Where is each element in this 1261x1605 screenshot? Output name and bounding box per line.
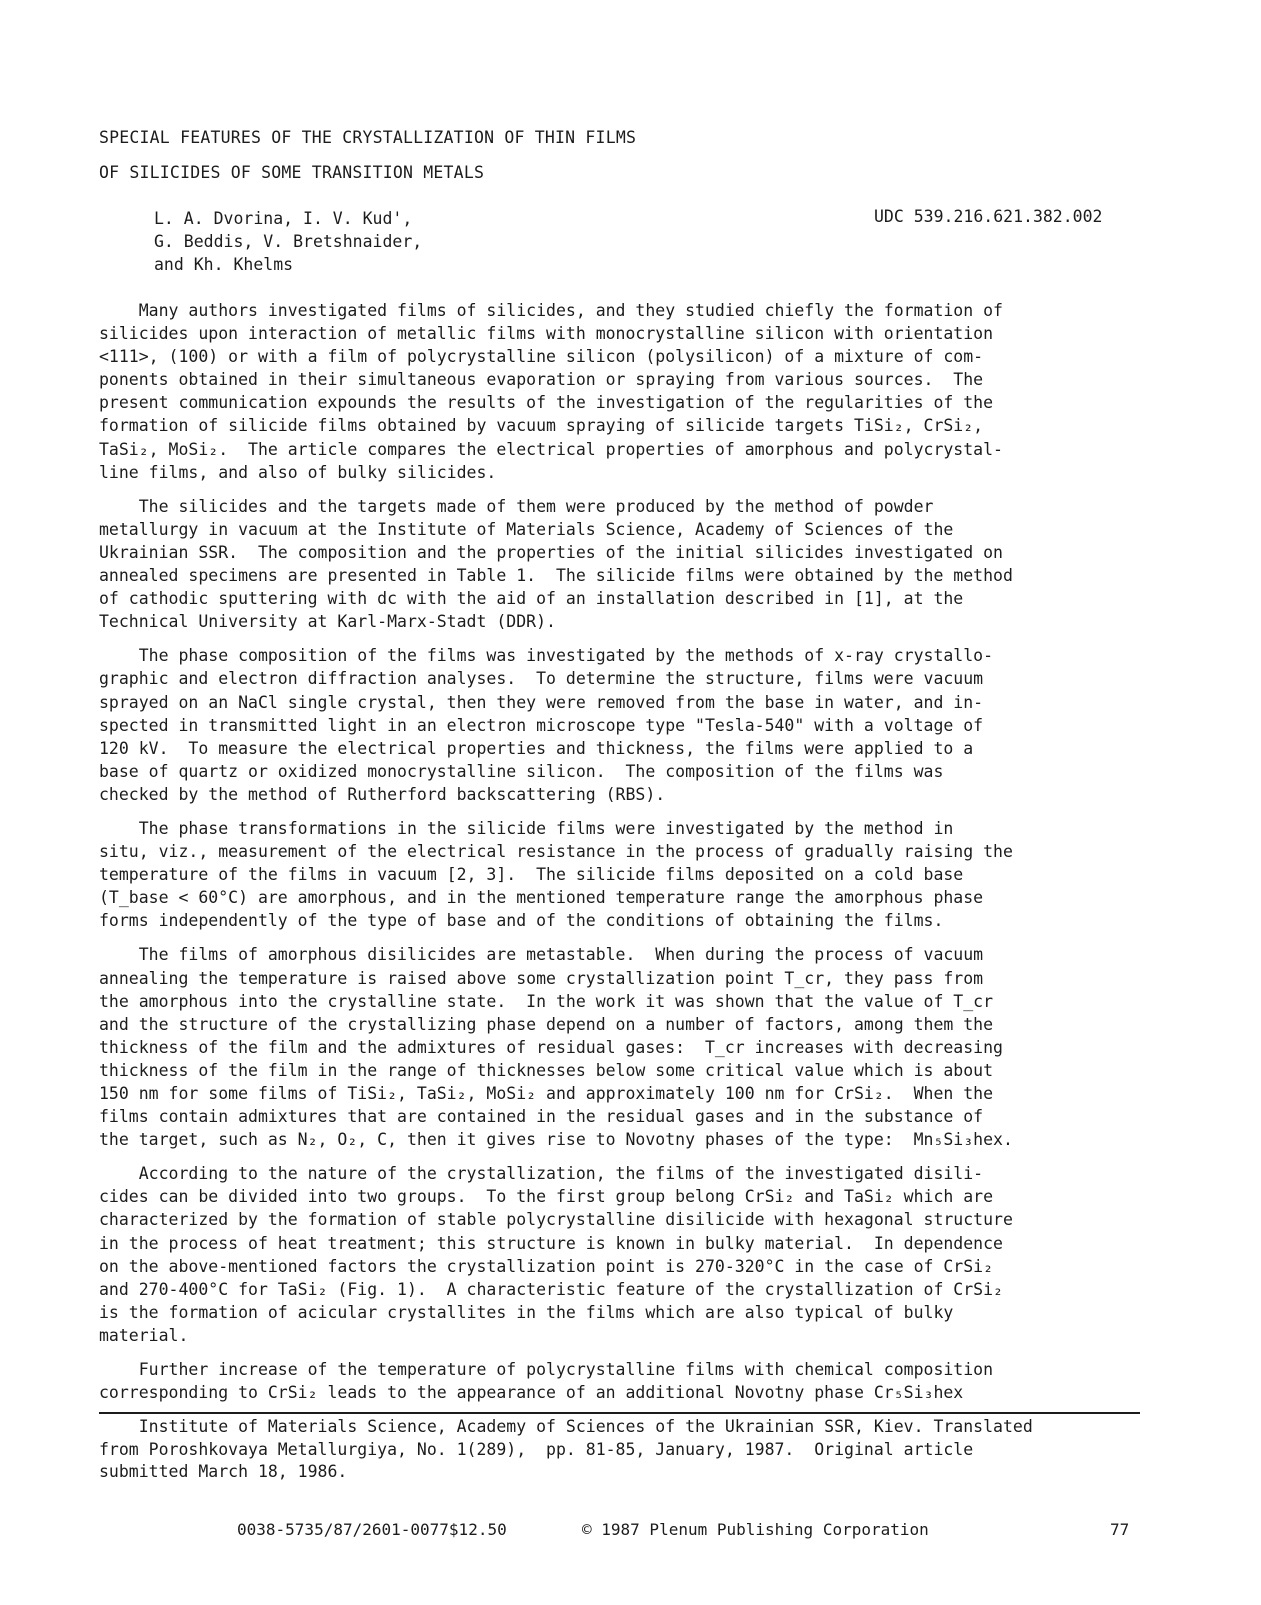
body-paragraph — [99, 299, 1139, 484]
footnote-divider — [99, 1412, 1140, 1414]
text-line: forms independently of the type of base and of the conditions of obtaining the films. — [99, 911, 944, 931]
text-line: films contain admixtures that are contained in the residual gases and in the substance of — [99, 1107, 984, 1127]
text-line: is the formation of acicular crystallites in the films which are also typical of bulky — [99, 1302, 954, 1322]
text-line: The phase transformations in the silicide films were investigated by the method in — [99, 818, 954, 838]
text-line: in the process of heat treatment; this structure is known in bulky material. In dependence — [99, 1233, 1003, 1253]
article-title-line-2: OF SILICIDES OF SOME TRANSITION METALS — [99, 163, 485, 182]
text-line: The films of amorphous disilicides are metastable. When during the process of vacuum — [99, 945, 984, 965]
text-line: ponents obtained in their simultaneous evaporation or spraying from various sources. The — [99, 370, 984, 390]
body-paragraph — [99, 817, 1139, 932]
text-line: formation of silicide films obtained by vacuum spraying of silicide targets TiSi₂, CrSi₂, — [99, 416, 984, 436]
udc-code: UDC 539.216.621.382.002 — [874, 207, 1103, 226]
body-paragraph — [99, 1358, 1139, 1404]
text-line: Many authors investigated films of silicides, and they studied chiefly the formation of — [99, 301, 1003, 320]
copyright-notice: © 1987 Plenum Publishing Corporation — [582, 1520, 929, 1539]
text-line: base of quartz or oxidized monocrystalline silicon. The composition of the films was — [99, 761, 944, 781]
text-line: Further increase of the temperature of polycrystalline films with chemical composition — [99, 1360, 994, 1380]
text-line: corresponding to CrSi₂ leads to the appearance of an additional Novotny phase Cr₅Si₃hex — [99, 1383, 964, 1403]
author-line: and Kh. Khelms — [154, 255, 294, 274]
body-paragraph — [99, 943, 1139, 1151]
text-line: line films, and also of bulky silicides. — [99, 462, 497, 482]
text-line: of cathodic sputtering with dc with the aid of an installation described in [1], at the — [99, 589, 964, 609]
text-line: metallurgy in vacuum at the Institute of Materials Science, Academy of Sciences of the — [99, 519, 954, 539]
body-paragraph — [99, 644, 1139, 806]
text-line: Ukrainian SSR. The composition and the properties of the initial silicides investigated on — [99, 542, 1003, 562]
author-line: L. A. Dvorina, I. V. Kud', — [154, 209, 413, 228]
footnote — [99, 1416, 1033, 1484]
text-line: situ, viz., measurement of the electrical resistance in the process of gradually raising the — [99, 842, 1013, 862]
text-line: thickness of the film and the admixtures of residual gases: T_cr increases with decreasing — [99, 1037, 1003, 1057]
journal-code: 0038-5735/87/2601-0077$12.50 — [237, 1520, 507, 1539]
text-line: (T_base < 60°C) are amorphous, and in the mentioned temperature range the amorphous phase — [99, 888, 984, 908]
article-title-line-1: SPECIAL FEATURES OF THE CRYSTALLIZATION OF THIN FILMS — [99, 128, 637, 147]
text-line: The phase composition of the films was investigated by the methods of x-ray crystallo- — [99, 646, 994, 666]
text-line: present communication expounds the results of the investigation of the regularities of the — [99, 393, 994, 413]
body-paragraph — [99, 1162, 1139, 1347]
text-line: temperature of the films in vacuum [2, 3]. The silicide films deposited on a cold base — [99, 865, 964, 885]
text-line: silicides upon interaction of metallic films with monocrystalline silicon with orientation — [99, 324, 994, 344]
text-line: <111>, (100) or with a film of polycrystalline silicon (polysilicon) of a mixture of com- — [99, 347, 984, 367]
text-line: and the structure of the crystallizing phase depend on a number of factors, among them the — [99, 1014, 994, 1034]
author-line: G. Beddis, V. Bretshnaider, — [154, 232, 423, 251]
text-line: the amorphous into the crystalline state. In the work it was shown that the value of T_cr — [99, 991, 994, 1011]
page-number: 77 — [1110, 1520, 1130, 1539]
text-line: The silicides and the targets made of them were produced by the method of powder — [99, 496, 934, 516]
text-line: the target, such as N₂, O₂, C, then it gives rise to Novotny phases of the type: Mn₅Si₃hex. — [99, 1130, 1013, 1150]
text-line: material. — [99, 1325, 189, 1345]
text-line: and 270-400°C for TaSi₂ (Fig. 1). A characteristic feature of the crystallization of CrSi₂ — [99, 1279, 1003, 1299]
footnote-line: submitted March 18, 1986. — [99, 1462, 348, 1481]
text-line: annealed specimens are presented in Table 1. The silicide films were obtained by the method — [99, 566, 1013, 586]
author-list — [154, 207, 422, 276]
text-line: TaSi₂, MoSi₂. The article compares the electrical properties of amorphous and polycrystal- — [99, 439, 1003, 459]
text-line: 120 kV. To measure the electrical properties and thickness, the films were applied to a — [99, 738, 974, 758]
text-line: characterized by the formation of stable polycrystalline disilicide with hexagonal structure — [99, 1210, 1013, 1230]
text-line: Technical University at Karl-Marx-Stadt (DDR). — [99, 612, 556, 632]
article-body — [99, 299, 1139, 1415]
footnote-line: Institute of Materials Science, Academy of Sciences of the Ukrainian SSR, Kiev. Translated — [99, 1417, 1033, 1436]
text-line: 150 nm for some films of TiSi₂, TaSi₂, MoSi₂ and approximately 100 nm for CrSi₂. When the — [99, 1084, 994, 1103]
text-line: checked by the method of Rutherford backscattering (RBS). — [99, 784, 666, 804]
text-line: cides can be divided into two groups. To the first group belong CrSi₂ and TaSi₂ which are — [99, 1187, 994, 1207]
text-line: thickness of the film in the range of thicknesses below some critical value which is about — [99, 1060, 994, 1080]
text-line: graphic and electron diffraction analyses. To determine the structure, films were vacuum — [99, 669, 984, 689]
text-line: annealing the temperature is raised above some crystallization point T_cr, they pass from — [99, 968, 984, 988]
text-line: on the above-mentioned factors the crystallization point is 270-320°C in the case of CrSi₂ — [99, 1256, 994, 1276]
text-line: spected in transmitted light in an electron microscope type "Tesla-540" with a voltage of — [99, 715, 984, 735]
text-line: sprayed on an NaCl single crystal, then they were removed from the base in water, and in- — [99, 692, 984, 712]
text-line: According to the nature of the crystallization, the films of the investigated disili- — [99, 1164, 984, 1184]
footnote-line: from Poroshkovaya Metallurgiya, No. 1(289), pp. 81-85, January, 1987. Original article — [99, 1439, 974, 1459]
body-paragraph — [99, 495, 1139, 634]
